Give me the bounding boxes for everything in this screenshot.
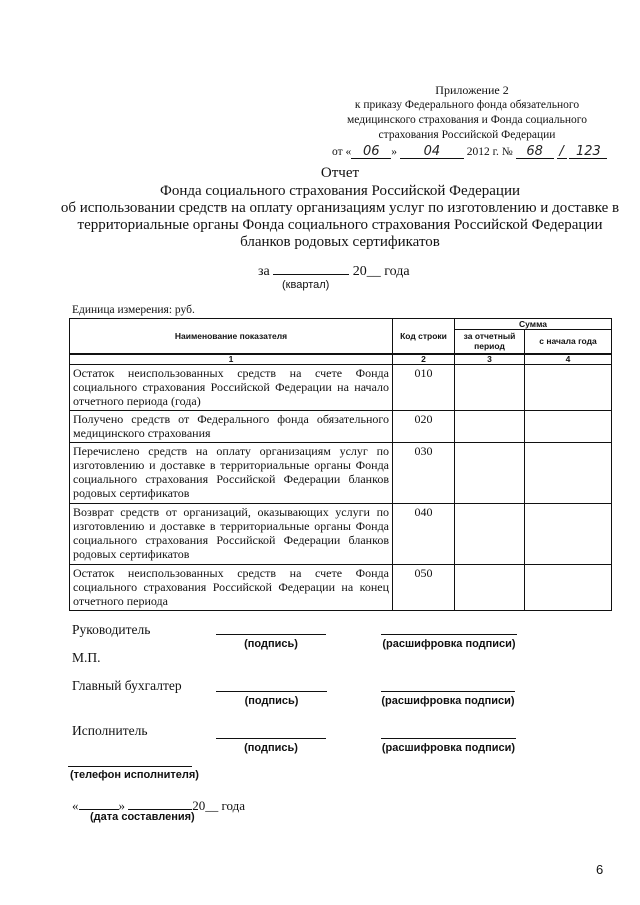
- title-line: Фонда социального страхования Российской Федерации: [159, 183, 521, 199]
- row-value-period: [455, 503, 525, 564]
- compile-month-field: [128, 797, 192, 810]
- appendix-line: медицинского страхования и Фонда социального: [347, 114, 587, 126]
- row-value-period: [455, 564, 525, 610]
- compile-year: 20__ года: [192, 798, 246, 813]
- date-quote: »: [391, 146, 397, 158]
- period-year: 20__ года: [352, 264, 410, 279]
- table-row: [70, 564, 612, 610]
- order-date-line: [332, 145, 602, 160]
- stamp-label: М.П.: [72, 650, 101, 665]
- order-number-1: 68: [516, 145, 554, 159]
- header-line-code: Код строки: [393, 319, 455, 354]
- column-number: 1: [70, 354, 393, 365]
- accountant-signature-line: [216, 691, 327, 692]
- column-numbers-row: [70, 354, 612, 365]
- row-value-year: [525, 364, 612, 410]
- row-code: 020: [393, 410, 455, 442]
- accountant-label: Главный бухгалтер: [72, 678, 182, 693]
- row-name: Перечислено средств на оплату организациям услуг по изготовлению и доставке в территориальные органы Фонда социального страхования Российской Федерации бланков родовых сертификатов: [70, 442, 393, 503]
- head-decode-line: [381, 634, 517, 635]
- date-caption: (дата составления): [90, 811, 195, 823]
- order-day: 06: [351, 145, 391, 159]
- column-number: 4: [525, 354, 612, 365]
- row-value-period: [455, 364, 525, 410]
- decode-caption: (расшифровка подписи): [381, 695, 515, 707]
- column-number: 2: [393, 354, 455, 365]
- row-value-year: [525, 410, 612, 442]
- order-year: 2012 г. №: [466, 146, 513, 158]
- report-period: [258, 262, 410, 280]
- order-month: 04: [400, 145, 464, 159]
- row-value-year: [525, 564, 612, 610]
- header-year-start: с начала года: [525, 330, 612, 354]
- appendix-line: страхования Российской Федерации: [378, 129, 556, 141]
- period-prefix: за: [258, 264, 270, 279]
- signature-caption: (подпись): [244, 638, 298, 650]
- signature-caption: (подпись): [244, 695, 299, 707]
- quarter-field: [273, 262, 349, 275]
- row-code: 010: [393, 364, 455, 410]
- row-code: 030: [393, 442, 455, 503]
- row-value-year: [525, 503, 612, 564]
- row-name: Получено средств от Федерального фонда обязательного медицинского страхования: [70, 410, 393, 442]
- table-row: [70, 364, 612, 410]
- report-table: [69, 318, 612, 611]
- order-number-sep: /: [557, 145, 567, 159]
- date-close-quote: »: [118, 798, 125, 813]
- phone-line: [68, 766, 192, 767]
- table-row: [70, 410, 612, 442]
- order-number-2: 123: [569, 145, 607, 159]
- compile-day-field: [79, 797, 119, 810]
- decode-caption: (расшифровка подписи): [382, 638, 516, 650]
- table-row: [70, 503, 612, 564]
- row-name: Возврат средств от организаций, оказывающих услуги по изготовлению и доставке в территориальные органы Фонда социального страхования Российской Федерации бланков родовых сертификатов: [70, 503, 393, 564]
- quarter-caption: (квартал): [282, 279, 330, 291]
- row-name: Остаток неиспользованных средств на счете Фонда социального страхования Российской Федерации на начало отчетного периода (года): [70, 364, 393, 410]
- row-value-period: [455, 442, 525, 503]
- accountant-decode-line: [381, 691, 515, 692]
- row-code: 050: [393, 564, 455, 610]
- signature-caption: (подпись): [244, 742, 298, 754]
- appendix-title: Приложение 2: [435, 83, 509, 97]
- executor-decode-line: [381, 738, 516, 739]
- header-sum: Сумма: [455, 319, 612, 330]
- row-code: 040: [393, 503, 455, 564]
- title-line: Отчет: [320, 165, 360, 181]
- title-line: бланков родовых сертификатов: [240, 234, 440, 250]
- appendix-header: [332, 83, 602, 160]
- date-prefix: от «: [332, 146, 352, 158]
- column-number: 3: [455, 354, 525, 365]
- row-name: Остаток неиспользованных средств на счете Фонда социального страхования Российской Федерации на конец отчетного периода: [70, 564, 393, 610]
- head-label: Руководитель: [72, 622, 151, 637]
- units-label: Единица измерения: руб.: [72, 304, 195, 316]
- row-value-year: [525, 442, 612, 503]
- decode-caption: (расшифровка подписи): [381, 742, 516, 754]
- appendix-line: к приказу Федерального фонда обязательного: [354, 99, 580, 111]
- table-row: [70, 442, 612, 503]
- report-title: [60, 165, 620, 251]
- row-value-period: [455, 410, 525, 442]
- page-number: 6: [596, 862, 604, 877]
- title-line: территориальные органы Фонда социального страхования Российской Федерации: [77, 217, 603, 233]
- header-reporting-period: за отчетный период: [455, 330, 525, 354]
- executor-label: Исполнитель: [72, 723, 148, 738]
- phone-caption: (телефон исполнителя): [70, 769, 199, 781]
- executor-signature-line: [216, 738, 326, 739]
- date-open-quote: «: [72, 798, 79, 813]
- title-line: об использовании средств на оплату организациям услуг по изготовлению и доставке в: [60, 200, 620, 216]
- head-signature-line: [216, 634, 326, 635]
- header-indicator-name: Наименование показателя: [70, 319, 393, 354]
